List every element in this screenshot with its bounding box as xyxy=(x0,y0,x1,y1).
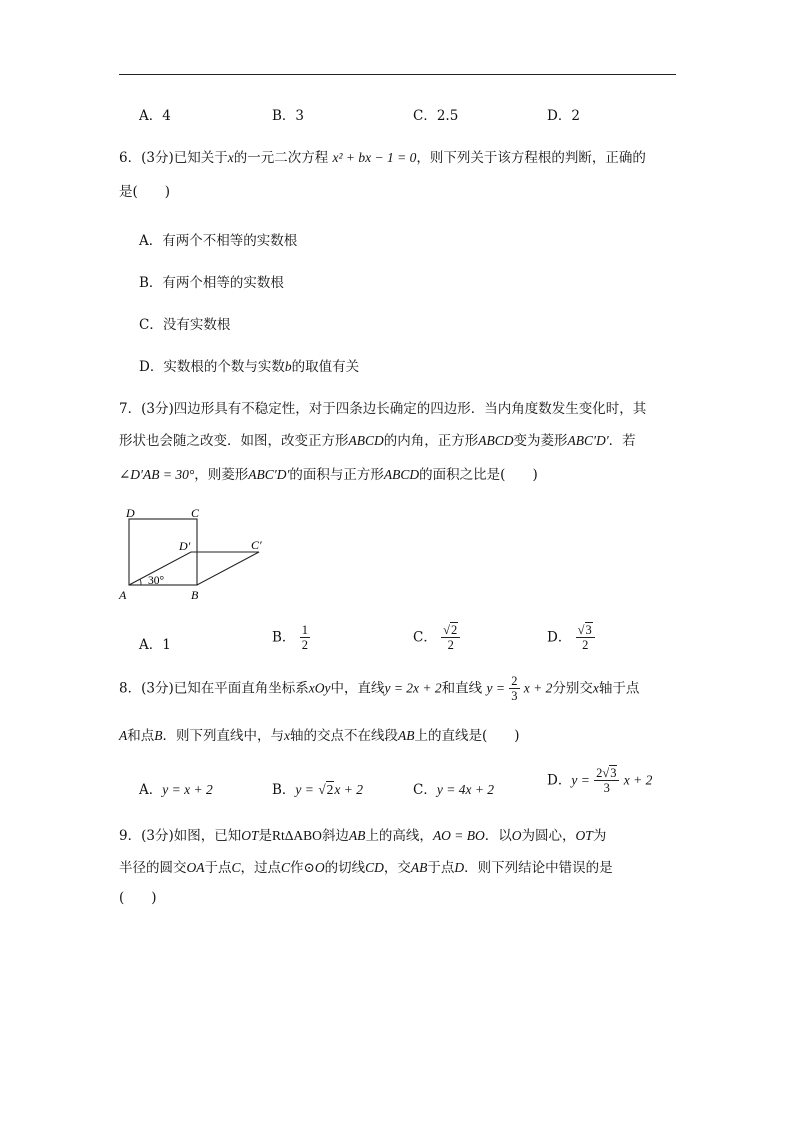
angle-arc xyxy=(140,579,141,585)
q7-figure xyxy=(110,500,280,605)
q7-stem-line3: ∠D′AB = 30°，则菱形ABC′D′的面积与正方形ABCD的面积之比是( ) xyxy=(119,467,538,483)
q9-stem-line1: 9．(3分)如图，已知OT是RtΔABO斜边AB上的高线，AO = BO．以O为圆心，OT为 xyxy=(119,828,607,844)
q6-stem-line2: 是( ) xyxy=(119,184,171,200)
header-rule xyxy=(119,74,676,75)
label-c-prime: C′ xyxy=(251,538,262,552)
q6-option-b[interactable]: B．有两个相等的实数根 xyxy=(139,275,284,291)
q7-option-b[interactable]: B． $\frac{1}{2}$ xyxy=(272,623,308,653)
q6-option-c[interactable]: C．没有实数根 xyxy=(139,317,231,333)
q5-option-c[interactable]: C．2.5 xyxy=(413,108,459,124)
q7-stem-line1: 7．(3分)四边形具有不稳定性，对于四条边长确定的四边形．当内角度数发生变化时，其 xyxy=(119,401,647,417)
q6-option-a[interactable]: A．有两个不相等的实数根 xyxy=(139,233,298,249)
q6-option-d[interactable]: D．实数根的个数与实数b的取值有关 xyxy=(139,359,360,375)
q8-stem-line1: 8．(3分)已知在平面直角坐标系xOy中，直线y = 2x + 2和直线 y = $\frac{2}{3}$ x + 2分别交x轴于点 xyxy=(119,674,640,704)
q8-option-a[interactable]: A．y = x + 2 xyxy=(139,782,213,798)
label-c: C xyxy=(191,506,200,520)
label-angle: 30° xyxy=(148,575,165,587)
q7-stem-line2: 形状也会随之改变．如图，改变正方形ABCD的内角，正方形ABCD变为菱形ABC′D′．若 xyxy=(119,433,636,449)
q9-stem-line2: 半径的圆交OA于点C，过点C作⊙O的切线CD，交AB于点D．则下列结论中错误的是 xyxy=(119,860,613,876)
q8-option-d[interactable]: D．y = $\frac{2√3}{3}$ x + 2 xyxy=(547,766,653,796)
q9-stem-line3: ( ) xyxy=(119,890,157,906)
q6-equation: x² + bx − 1 = 0 xyxy=(332,150,417,165)
q8-stem-line2: A和点B．则下列直线中，与x轴的交点不在线段AB上的直线是( ) xyxy=(119,728,520,744)
q8-option-c[interactable]: C．y = 4x + 2 xyxy=(413,782,495,798)
label-b: B xyxy=(191,588,199,602)
q7-option-a[interactable]: A．1 xyxy=(139,637,171,653)
q8-option-b[interactable]: B．y = √2x + 2 xyxy=(272,782,363,798)
label-d-prime: D′ xyxy=(179,539,191,553)
q6-stem-line1: 6．(3分)已知关于x的一元二次方程 x² + bx − 1 = 0，则下列关于该方程根的判断，正确的 xyxy=(119,150,646,166)
label-d: D xyxy=(126,506,135,520)
q5-option-b[interactable]: B．3 xyxy=(272,108,305,124)
label-a: A xyxy=(119,588,127,602)
q7-option-d[interactable]: D． $\frac{√3}{2}$ xyxy=(547,623,595,653)
q7-option-c[interactable]: C． $\frac{√2}{2}$ xyxy=(413,623,460,653)
q5-option-a[interactable]: A．4 xyxy=(139,108,171,124)
q5-option-d[interactable]: D．2 xyxy=(547,108,580,124)
